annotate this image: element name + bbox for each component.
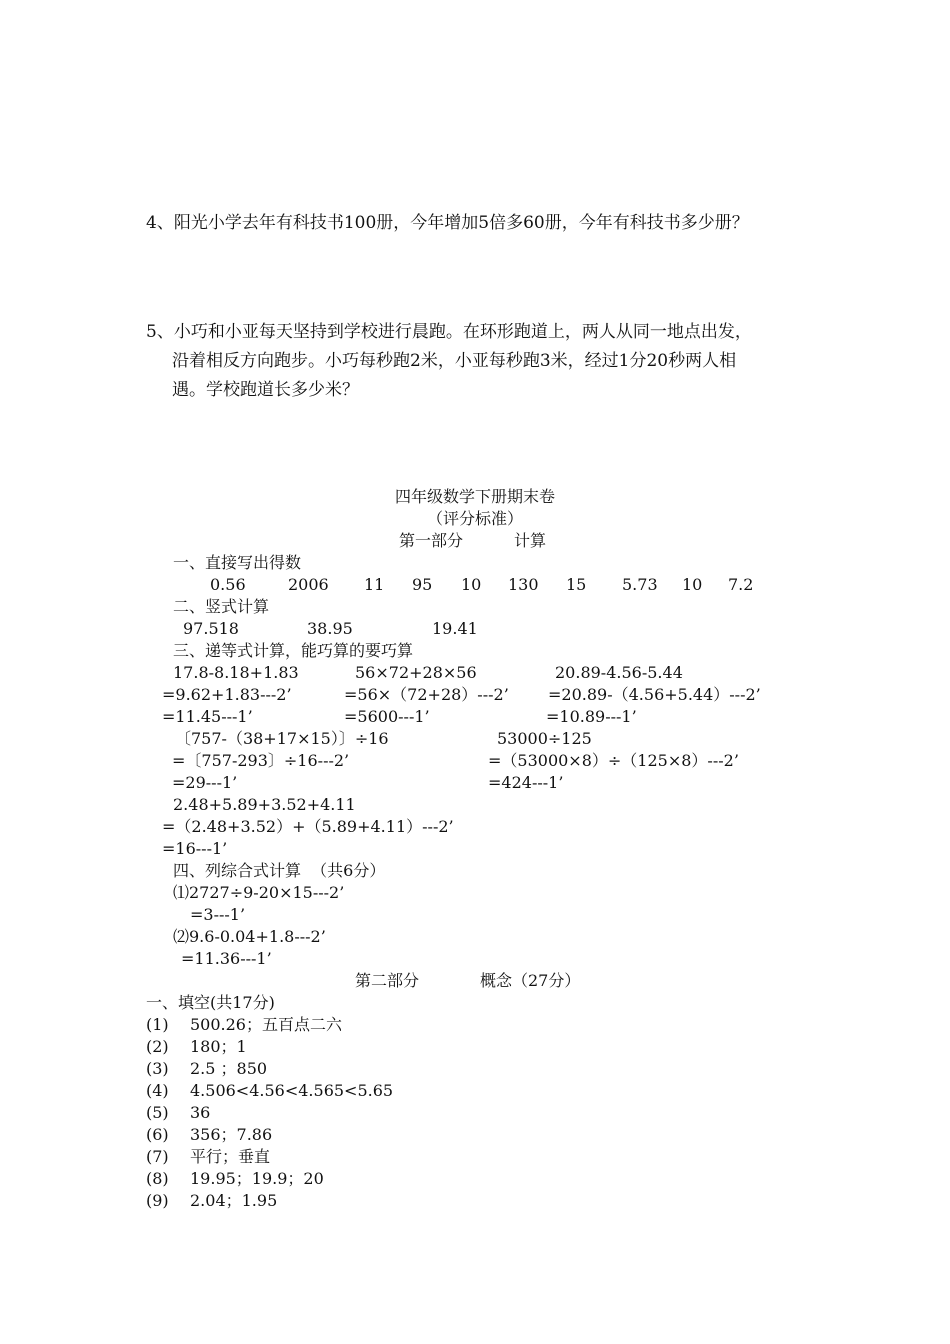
calc2-step: =56×（72+28）---2’ (344, 685, 509, 704)
part1-label: 第一部分 (399, 531, 464, 550)
calc5-step: =424---1’ (488, 773, 564, 792)
calc1-expression: 17.8-8.18+1.83 (173, 663, 299, 682)
calc5-expression: 53000÷125 (497, 729, 592, 748)
fill-item-number: (2) (146, 1037, 169, 1056)
calc1-step: =9.62+1.83---2’ (162, 685, 292, 704)
fill-item-number: (6) (146, 1125, 169, 1144)
calc3-step: =20.89-（4.56+5.44）---2’ (548, 685, 761, 704)
calc5-step: =（53000×8）÷（125×8）---2’ (488, 751, 739, 770)
calc3-expression: 20.89-4.56-5.44 (555, 663, 683, 682)
calc6-expression: 2.48+5.89+3.52+4.11 (173, 795, 356, 814)
calc6-step: =16---1’ (162, 839, 228, 858)
calc3-step: =10.89---1’ (546, 707, 637, 726)
fill-item-answer: 平行；垂直 (190, 1147, 271, 1166)
fill-item-number: (7) (146, 1147, 169, 1166)
section2-heading: 二、竖式计算 (173, 597, 270, 616)
calc1-step: =11.45---1’ (162, 707, 253, 726)
fill-heading: 一、填空(共17分) (146, 993, 275, 1012)
section1-answers (0, 575, 950, 595)
s4-line: =11.36---1’ (181, 949, 272, 968)
part2-name: 概念（27分） (480, 971, 581, 990)
fill-item-answer: 2.04；1.95 (190, 1191, 278, 1210)
s1-answer: 11 (364, 575, 385, 594)
fill-item-number: (3) (146, 1059, 169, 1078)
answer-key-title: 四年级数学下册期末卷 (394, 487, 555, 506)
calc2-step: =5600---1’ (344, 707, 430, 726)
calc4-step: =〔757-293〕÷16---2’ (172, 751, 350, 770)
s1-answer: 95 (412, 575, 433, 594)
s1-answer: 10 (682, 575, 703, 594)
s1-answer: 10 (461, 575, 482, 594)
calc2-expression: 56×72+28×56 (355, 663, 477, 682)
s1-answer: 7.2 (728, 575, 754, 594)
problem-5-line2: 沿着相反方向跑步。小巧每秒跑2米，小亚每秒跑3米，经过1分20秒两人相 (172, 351, 737, 371)
problem-5-line3: 遇。学校跑道长多少米？ (172, 380, 359, 400)
fill-item-answer: 19.95；19.9；20 (190, 1169, 324, 1188)
fill-item-number: (5) (146, 1103, 169, 1122)
fill-item-number: (9) (146, 1191, 169, 1210)
answer-key-subtitle: （评分标准） (426, 509, 523, 528)
section1-heading: 一、直接写出得数 (173, 553, 302, 572)
fill-item-answer: 500.26；五百点二六 (190, 1015, 342, 1034)
s1-answer: 15 (566, 575, 587, 594)
part2-label: 第二部分 (355, 971, 420, 990)
s1-answer: 5.73 (622, 575, 658, 594)
s1-answer: 2006 (288, 575, 329, 594)
s4-line: =3---1’ (190, 905, 246, 924)
s1-answer: 0.56 (210, 575, 246, 594)
s2-answer: 19.41 (432, 619, 478, 638)
s2-answer: 38.95 (307, 619, 353, 638)
problem-4: 4、阳光小学去年有科技书100册，今年增加5倍多60册，今年有科技书多少册？ (146, 213, 749, 233)
fill-item-number: (1) (146, 1015, 169, 1034)
part1-name: 计算 (514, 531, 547, 550)
problem-5-line1: 5、小巧和小亚每天坚持到学校进行晨跑。在环形跑道上，两人从同一地点出发， (146, 322, 752, 342)
s1-answer: 130 (508, 575, 539, 594)
s4-line: ⑵9.6-0.04+1.8---2’ (173, 927, 326, 946)
fill-item-answer: 356；7.86 (190, 1125, 273, 1144)
calc4-expression: 〔757-（38+17×15）〕÷16 (175, 729, 389, 748)
s2-answer: 97.518 (183, 619, 239, 638)
section3-heading: 三、递等式计算，能巧算的要巧算 (173, 641, 414, 660)
fill-item-answer: 180；1 (190, 1037, 247, 1056)
calc4-step: =29---1’ (172, 773, 238, 792)
fill-item-number: (4) (146, 1081, 169, 1100)
fill-item-answer: 4.506<4.56<4.565<5.65 (190, 1081, 394, 1100)
fill-item-answer: 2.5 ；850 (190, 1059, 268, 1078)
fill-item-number: (8) (146, 1169, 169, 1188)
s4-line: ⑴2727÷9-20×15---2’ (173, 883, 345, 902)
fill-item-answer: 36 (190, 1103, 211, 1122)
section2-answers (0, 619, 950, 639)
section4-heading: 四、列综合式计算 （共6分） (173, 861, 386, 880)
calc6-step: =（2.48+3.52）+（5.89+4.11）---2’ (162, 817, 454, 836)
